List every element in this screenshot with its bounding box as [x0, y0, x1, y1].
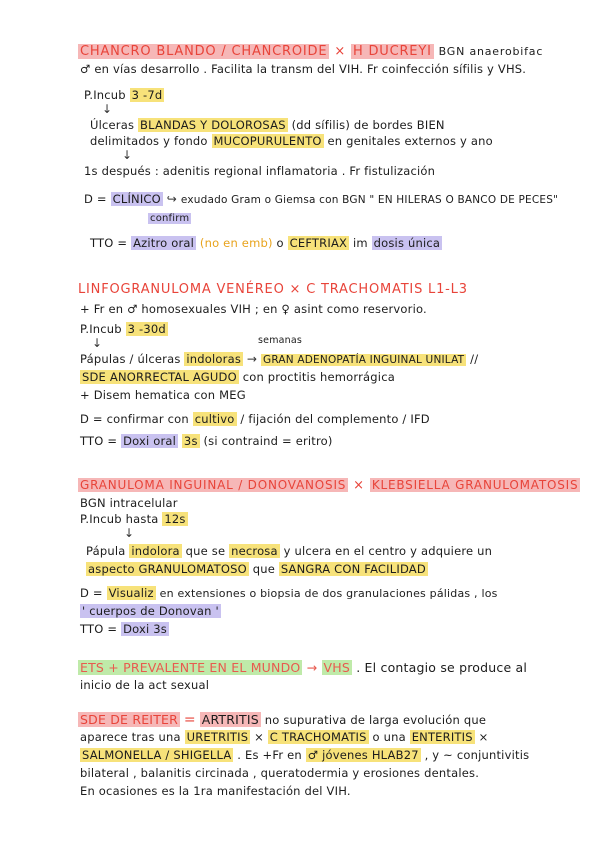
doxi-3s: Doxi 3s [123, 622, 167, 636]
granuloma-diagnostico [80, 586, 498, 601]
bordes-text: (dd sífilis) de bordes BIEN [291, 118, 445, 132]
section-title-chancro [78, 44, 543, 59]
dosis-unica: dosis única [373, 236, 441, 250]
lgv-semanas: semanas [258, 335, 303, 346]
chancro-delimitados [90, 134, 493, 149]
x-sign: × [254, 730, 264, 744]
granuloma-cuerpos [80, 604, 221, 619]
ceftriax: CEFTRIAX [289, 236, 348, 250]
chancro-line-1: ♂ en vías desarrollo . Facilita la transm del VIH. Fr coinfección sífilis y VHS. [80, 62, 527, 76]
cuerpos-donovan: ' cuerpos de Donovan ' [82, 604, 219, 618]
papulas-text: Pápulas / úlceras [80, 352, 181, 366]
title-x: × [334, 44, 347, 59]
uretritis: URETRITIS [186, 730, 249, 744]
down-arrow-icon: ↓ [92, 336, 103, 350]
tto-duration: 3s [183, 434, 198, 448]
ets-prevalente [78, 660, 527, 675]
granuloma-papula [86, 544, 492, 559]
sangra-facilidad: SANGRA CON FACILIDAD [280, 562, 426, 576]
incub-value: 12s [164, 512, 186, 526]
title-bgn: BGN anaerobifac [438, 45, 544, 58]
salmonella-shigella: SALMONELLA / SHIGELLA [82, 748, 232, 762]
que-text: que [252, 562, 275, 576]
c-trachomatis: C TRACHOMATIS [269, 730, 367, 744]
double-slash: // [470, 352, 479, 366]
sde-anorrectal: SDE ANORRECTAL AGUDO [82, 370, 237, 384]
delimitados-text: delimitados y fondo [90, 134, 208, 148]
incub-value: 3 -30d [127, 322, 166, 336]
mucopurulento: MUCOPURULENTO [213, 134, 322, 148]
necrosa: necrosa [231, 544, 278, 558]
chancro-tto [90, 236, 442, 251]
title-trachomatis: C TRACHOMATIS L1-L3 [306, 282, 468, 297]
ets-inicio: inicio de la act sexual [80, 678, 210, 692]
d-label: D = confirmar con [80, 412, 189, 426]
tto-label: TTO = [80, 622, 118, 636]
chancro-adenitis: 1s después : adenitis regional inflamatoria . Fr fistulización [84, 164, 436, 178]
sde-reiter: SDE DE REITER [80, 712, 179, 727]
lgv-incub [80, 322, 168, 337]
down-arrow-icon: ↓ [122, 148, 133, 162]
incub-label: P.Incub hasta [80, 512, 159, 526]
proctitis-text: con proctitis hemorrágica [242, 370, 395, 384]
gran-adenopatia: GRAN ADENOPATÍA INGUINAL UNILAT [263, 354, 465, 366]
cultivo: cultivo [194, 412, 235, 426]
granuloma-aspecto [86, 562, 428, 577]
jovenes-hlab27: ♂ jóvenes HLAB27 [307, 748, 419, 762]
lgv-disem: + Disem hematica con MEG [80, 388, 246, 402]
lgv-papulas [80, 352, 478, 368]
enteritis: ENTERITIS [411, 730, 473, 744]
eritro-text: (si contraind = eritro) [203, 434, 333, 448]
contagio-text: . El contagio se produce al [356, 660, 528, 675]
title-x: × [289, 282, 302, 297]
azitro: Azitro oral [133, 236, 195, 250]
lgv-diagnostico [80, 412, 430, 427]
title-granuloma: GRANULOMA INGUINAL / DONOVANOSIS [80, 478, 347, 492]
tto-label: TTO = [80, 434, 118, 448]
lgv-tto [80, 434, 333, 449]
d-label: D = [80, 586, 103, 600]
papula-text: Pápula [86, 544, 126, 558]
section-title-linfogranuloma [78, 282, 468, 297]
o-una-text: o una [372, 730, 406, 744]
granuloma-bgn: BGN intracelular [80, 496, 178, 510]
title-hducreyi: H DUCREYI [352, 44, 432, 59]
incub-label: P.Incub [80, 322, 122, 336]
indoloras: indoloras [186, 352, 242, 366]
incub-value: 3 -7d [131, 88, 163, 102]
granuloma-incub [80, 512, 188, 527]
que-se: que se [185, 544, 226, 558]
clinico: CLÍNICO [112, 192, 161, 206]
artritis: ARTRITIS [201, 712, 259, 727]
aparece-text: aparece tras una [80, 730, 181, 744]
d-label: D = [84, 192, 107, 206]
blandas-dolorosas: BLANDAS Y DOLOROSAS [140, 118, 286, 132]
no-supurativa-text: no supurativa de larga evolución que [264, 713, 487, 727]
reiter-line-2 [80, 730, 488, 745]
incub-label: P.Incub [84, 88, 126, 102]
chancro-incub [84, 88, 164, 103]
ulceras-label: Úlceras [90, 118, 135, 132]
tto-label: TTO = [90, 236, 128, 250]
reiter-line-5: En ocasiones es la 1ra manifestación del VIH. [80, 784, 351, 798]
es-fr-text: . Es +Fr en [237, 748, 302, 762]
reiter-line-4: bilateral , balanitis circinada , queratodermia y erosiones dentales. [80, 766, 480, 780]
visualiz: Visualiz [108, 586, 154, 600]
chancro-ulceras [90, 118, 445, 133]
title-x: × [353, 478, 365, 493]
ulcera-text: y ulcera en el centro y adquiere un [283, 544, 493, 558]
conjuntivitis-text: , y ~ conjuntivitis [424, 748, 530, 762]
lgv-sde [80, 370, 395, 385]
granuloma-tto [80, 622, 169, 637]
fijacion-text: / fijación del complemento / IFD [240, 412, 430, 426]
right-arrow-icon: → [246, 352, 258, 366]
im-label: im [352, 236, 368, 250]
down-arrow-icon: ↓ [102, 102, 113, 116]
confirm-label: confirm [150, 213, 190, 224]
section-title-granuloma [78, 478, 580, 493]
tto-o: o [276, 236, 284, 250]
indolora: indolora [131, 544, 180, 558]
ets-title: ETS + PREVALENTE EN EL MUNDO [80, 660, 301, 675]
reiter-line-3 [80, 748, 529, 763]
reiter-title-line [78, 712, 486, 728]
chancro-confirm [148, 210, 191, 226]
genitales-text: en genitales externos y ano [327, 134, 493, 148]
doxi-oral: Doxi oral [123, 434, 177, 448]
extensiones-text: en extensiones o biopsia de dos granulaciones pálidas , los [159, 587, 498, 600]
x-sign: × [478, 730, 489, 744]
down-arrow-icon: ↓ [124, 526, 135, 540]
equals-sign: = [183, 712, 196, 728]
no-en-emb: (no en emb) [199, 236, 273, 250]
title-chancro: CHANCRO BLANDO / CHANCROIDE [80, 44, 328, 59]
exudado-text: exudado Gram o Giemsa con BGN " EN HILERAS O BANCO DE PECES" [180, 194, 559, 206]
vhs-label: VHS [323, 660, 351, 675]
curved-arrow-icon: ↪ [166, 192, 178, 206]
right-arrow-icon: → [306, 660, 318, 675]
lgv-line-1: + Fr en ♂ homosexuales VIH ; en ♀ asint como reservorio. [80, 302, 427, 316]
title-klebsiella: KLEBSIELLA GRANULOMATOSIS [371, 478, 579, 492]
title-lgv: LINFOGRANULOMA VENÉREO [78, 282, 285, 297]
chancro-diagnostico [84, 192, 558, 208]
aspecto-granulomatoso: aspecto GRANULOMATOSO [88, 562, 247, 576]
